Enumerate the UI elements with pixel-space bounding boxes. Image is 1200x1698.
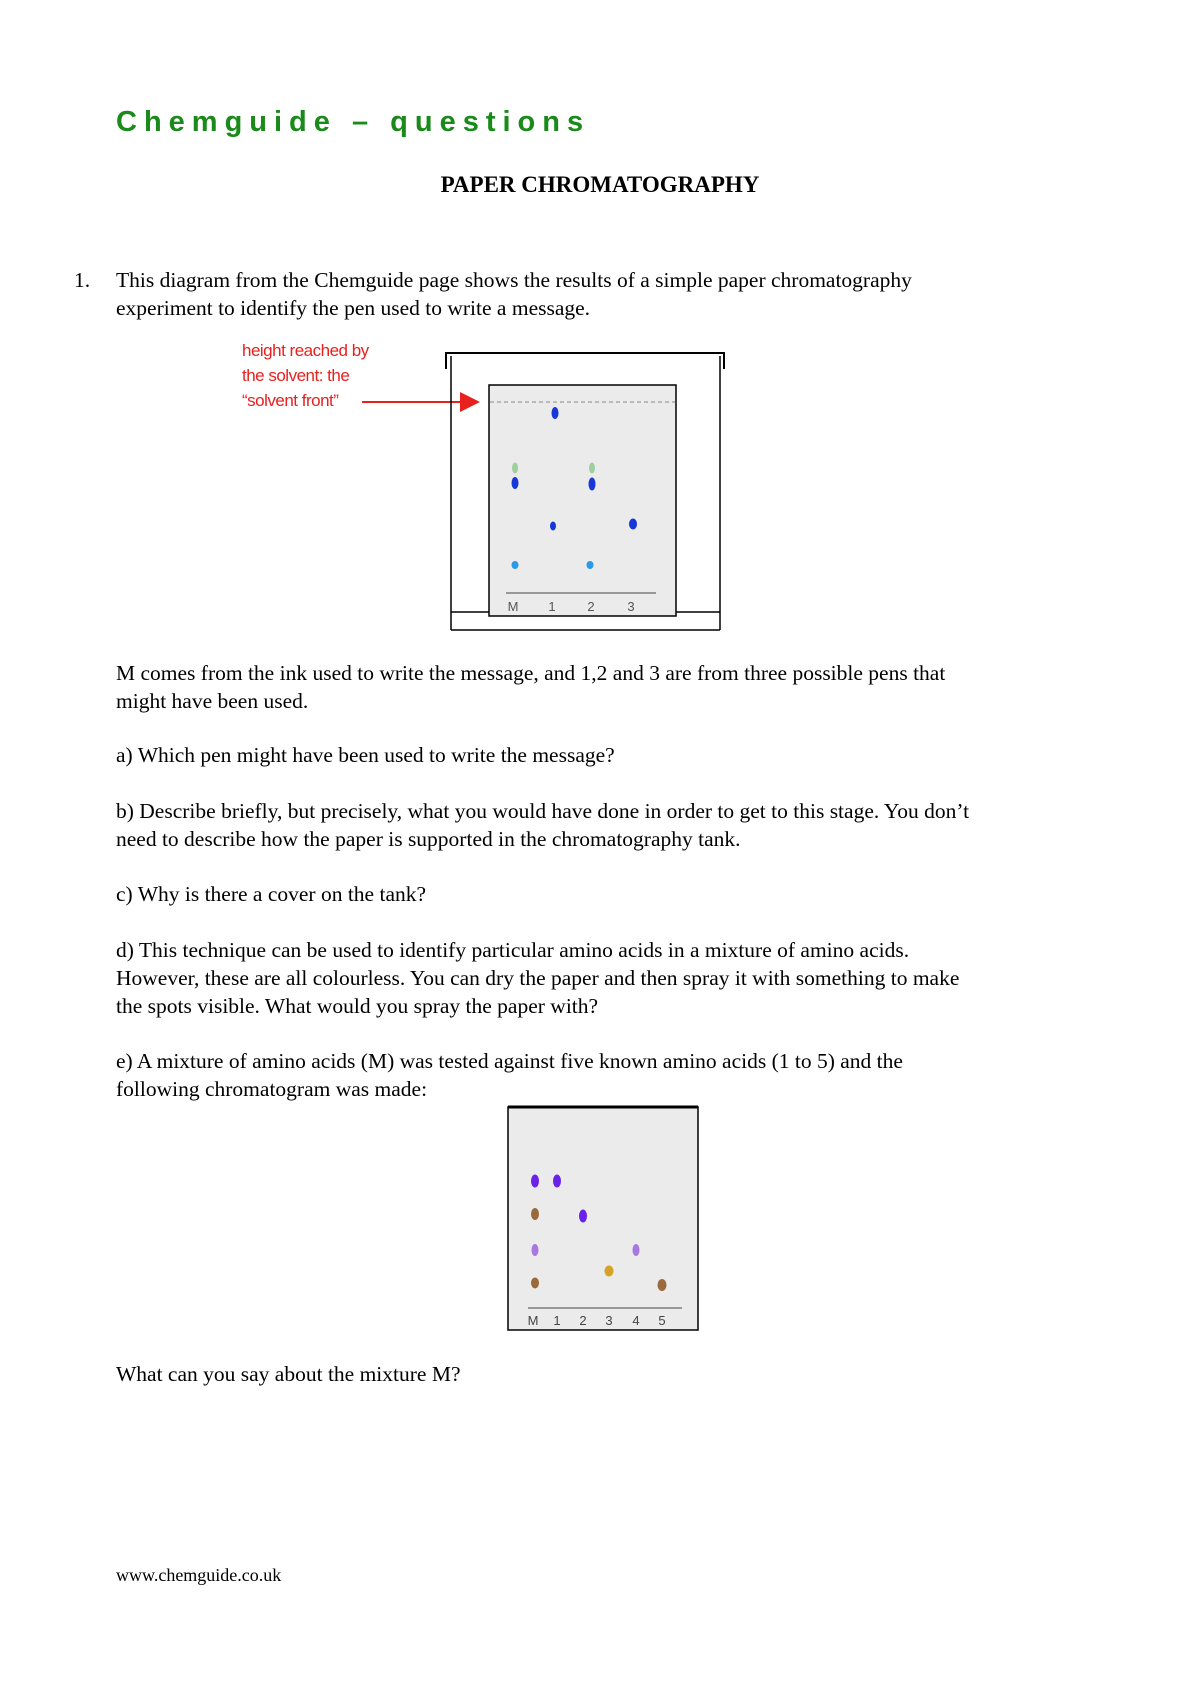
part-a: a) Which pen might have been used to write the message?	[116, 743, 615, 767]
spot-m-green	[512, 463, 518, 474]
part-e: e) A mixture of amino acids (M) was tested against five known amino acids (1 to 5) and the following chromatogram was made:	[116, 1049, 903, 1101]
spot-m-blue	[512, 477, 519, 489]
spot-2-green	[589, 463, 595, 474]
question-number: 1.	[74, 268, 91, 292]
aa-spot-m-4	[531, 1278, 539, 1289]
part-d: d) This technique can be used to identify particular amino acids in a mixture of amino acids. However, these are all colourless. You can dry the paper and then spray it with something to make the spots visible. What would you spray the paper with?	[116, 938, 960, 1018]
aa-lane-label-m: M	[527, 1313, 539, 1328]
aa-spot-m-3	[532, 1244, 539, 1256]
lane-label-1: 1	[548, 599, 556, 614]
diagram-explanation: M comes from the ink used to write the message, and 1,2 and 3 are from three possible pens that might have been used.	[116, 661, 946, 713]
aa-lane-label-4: 4	[632, 1313, 640, 1328]
amino-acid-chromatogram	[508, 1107, 698, 1330]
part-e-question: What can you say about the mixture M?	[116, 1362, 461, 1386]
aa-spot-1	[553, 1175, 561, 1188]
page-title: PAPER CHROMATOGRAPHY	[440, 172, 760, 197]
spot-2-lightblue	[587, 561, 594, 569]
footer-url: www.chemguide.co.uk	[116, 1565, 282, 1585]
tank-lid	[446, 353, 724, 369]
aa-spot-m-1	[531, 1175, 539, 1188]
aa-spot-3	[605, 1266, 614, 1277]
lane-label-3: 3	[627, 599, 635, 614]
chromatography-paper	[489, 385, 676, 616]
spot-1-top	[552, 407, 559, 419]
spot-2-blue	[589, 478, 596, 491]
aa-lane-label-3: 3	[605, 1313, 613, 1328]
question-intro: This diagram from the Chemguide page shows the results of a simple paper chromatography experiment to identify the pen used to write a message.	[116, 268, 912, 320]
lane-label-2: 2	[587, 599, 595, 614]
aa-spot-m-2	[531, 1208, 539, 1220]
aa-lane-label-5: 5	[658, 1313, 666, 1328]
spot-3-blue	[629, 519, 637, 530]
chromatography-tank	[446, 353, 724, 630]
aa-spot-2	[579, 1210, 587, 1223]
brand-heading: Chemguide – questions	[116, 106, 591, 138]
lane-label-m: M	[507, 599, 519, 614]
aa-spot-4	[633, 1244, 640, 1256]
solvent-front-annotation: height reached by the solvent: the “solvent front”	[242, 341, 369, 410]
spot-1-mid	[550, 522, 556, 531]
spot-m-lightblue	[512, 561, 519, 569]
aa-lane-label-2: 2	[579, 1313, 587, 1328]
part-c: c) Why is there a cover on the tank?	[116, 882, 427, 906]
aa-spot-5	[658, 1279, 667, 1291]
aa-lane-label-1: 1	[553, 1313, 561, 1328]
part-b: b) Describe briefly, but precisely, what you would have done in order to get to this stage. You don’t need to describe how the paper is supported in the chromatography tank.	[116, 799, 970, 851]
